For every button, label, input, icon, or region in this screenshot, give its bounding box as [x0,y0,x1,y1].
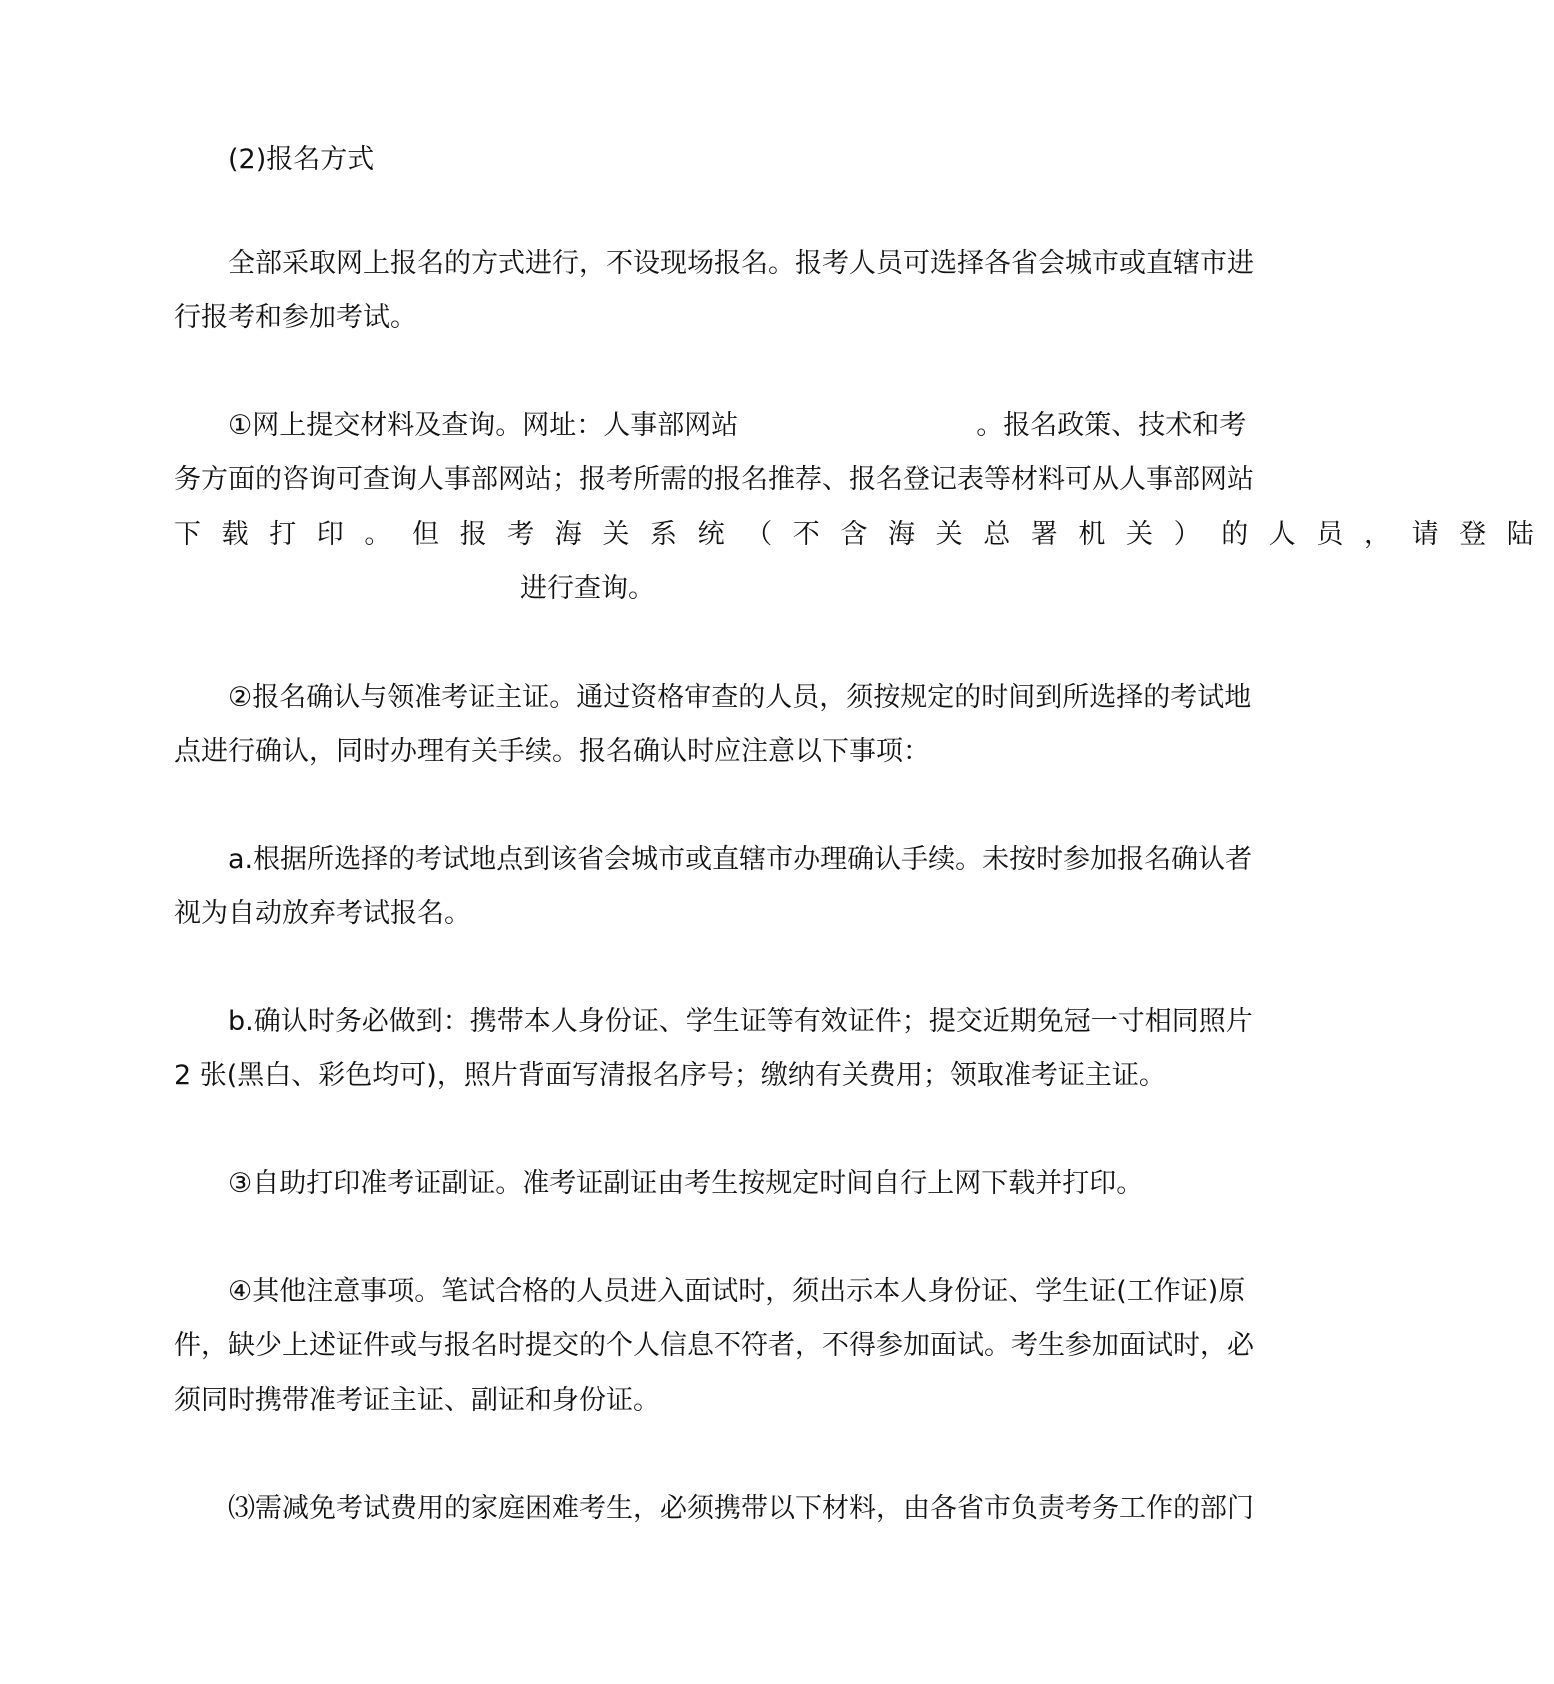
paragraph-online-registration-line-2: 行报考和参加考试。 [174,302,417,333]
paragraph-other-notes-line-1: ④其他注意事项。笔试合格的人员进入面试时，须出示本人身份证、学生证(工作证)原 [228,1276,1246,1307]
paragraph-fee-reduction-line-1: ⑶需减免考试费用的家庭困难考生，必须携带以下材料，由各省市负责考务工作的部门 [228,1493,1254,1524]
paragraph-item-b-line-1: b.确认时务必做到：携带本人身份证、学生证等有效证件；提交近期免冠一寸相同照片 [228,1006,1253,1037]
submit-materials-text-b: 。报名政策、技术和考 [976,410,1247,441]
paragraph-other-notes-line-2: 件，缺少上述证件或与报名时提交的个人信息不符者，不得参加面试。考生参加面试时，必 [174,1330,1254,1361]
paragraph-submit-materials-line-4: 进行查询。 [520,573,655,604]
paragraph-confirmation-line-2: 点进行确认，同时办理有关手续。报名确认时应注意以下事项： [174,736,930,767]
paragraph-print-admission-line-1: ③自助打印准考证副证。准考证副证由考生按规定时间自行上网下载并打印。 [228,1168,1144,1199]
paragraph-submit-materials-line-1 [228,409,1247,443]
paragraph-confirmation-line-1: ②报名确认与领准考证主证。通过资格审查的人员，须按规定的时间到所选择的考试地 [228,682,1252,713]
paragraph-item-a-line-1: a.根据所选择的考试地点到该省会城市或直辖市办理确认手续。未按时参加报名确认者 [228,844,1253,875]
paragraph-other-notes-line-3: 须同时携带准考证主证、副证和身份证。 [174,1385,660,1416]
paragraph-item-b-line-2: 2 张(黑白、彩色均可)，照片背面写清报名序号；缴纳有关费用；领取准考证主证。 [174,1060,1166,1091]
section-heading: (2)报名方式 [228,144,375,175]
paragraph-online-registration-line-1: 全部采取网上报名的方式进行，不设现场报名。报考人员可选择各省会城市或直辖市进 [228,248,1254,279]
paragraph-submit-materials-line-2: 务方面的咨询可查询人事部网站；报考所需的报名推荐、报名登记表等材料可从人事部网站 [174,464,1254,495]
paragraph-submit-materials-line-3: 下载打印。但报考海关系统（不含海关总署机关）的人员，请登陆 [174,519,1554,550]
paragraph-item-a-line-2: 视为自动放弃考试报名。 [174,898,471,929]
submit-materials-text-a: ①网上提交材料及查询。网址：人事部网站 [228,410,739,441]
